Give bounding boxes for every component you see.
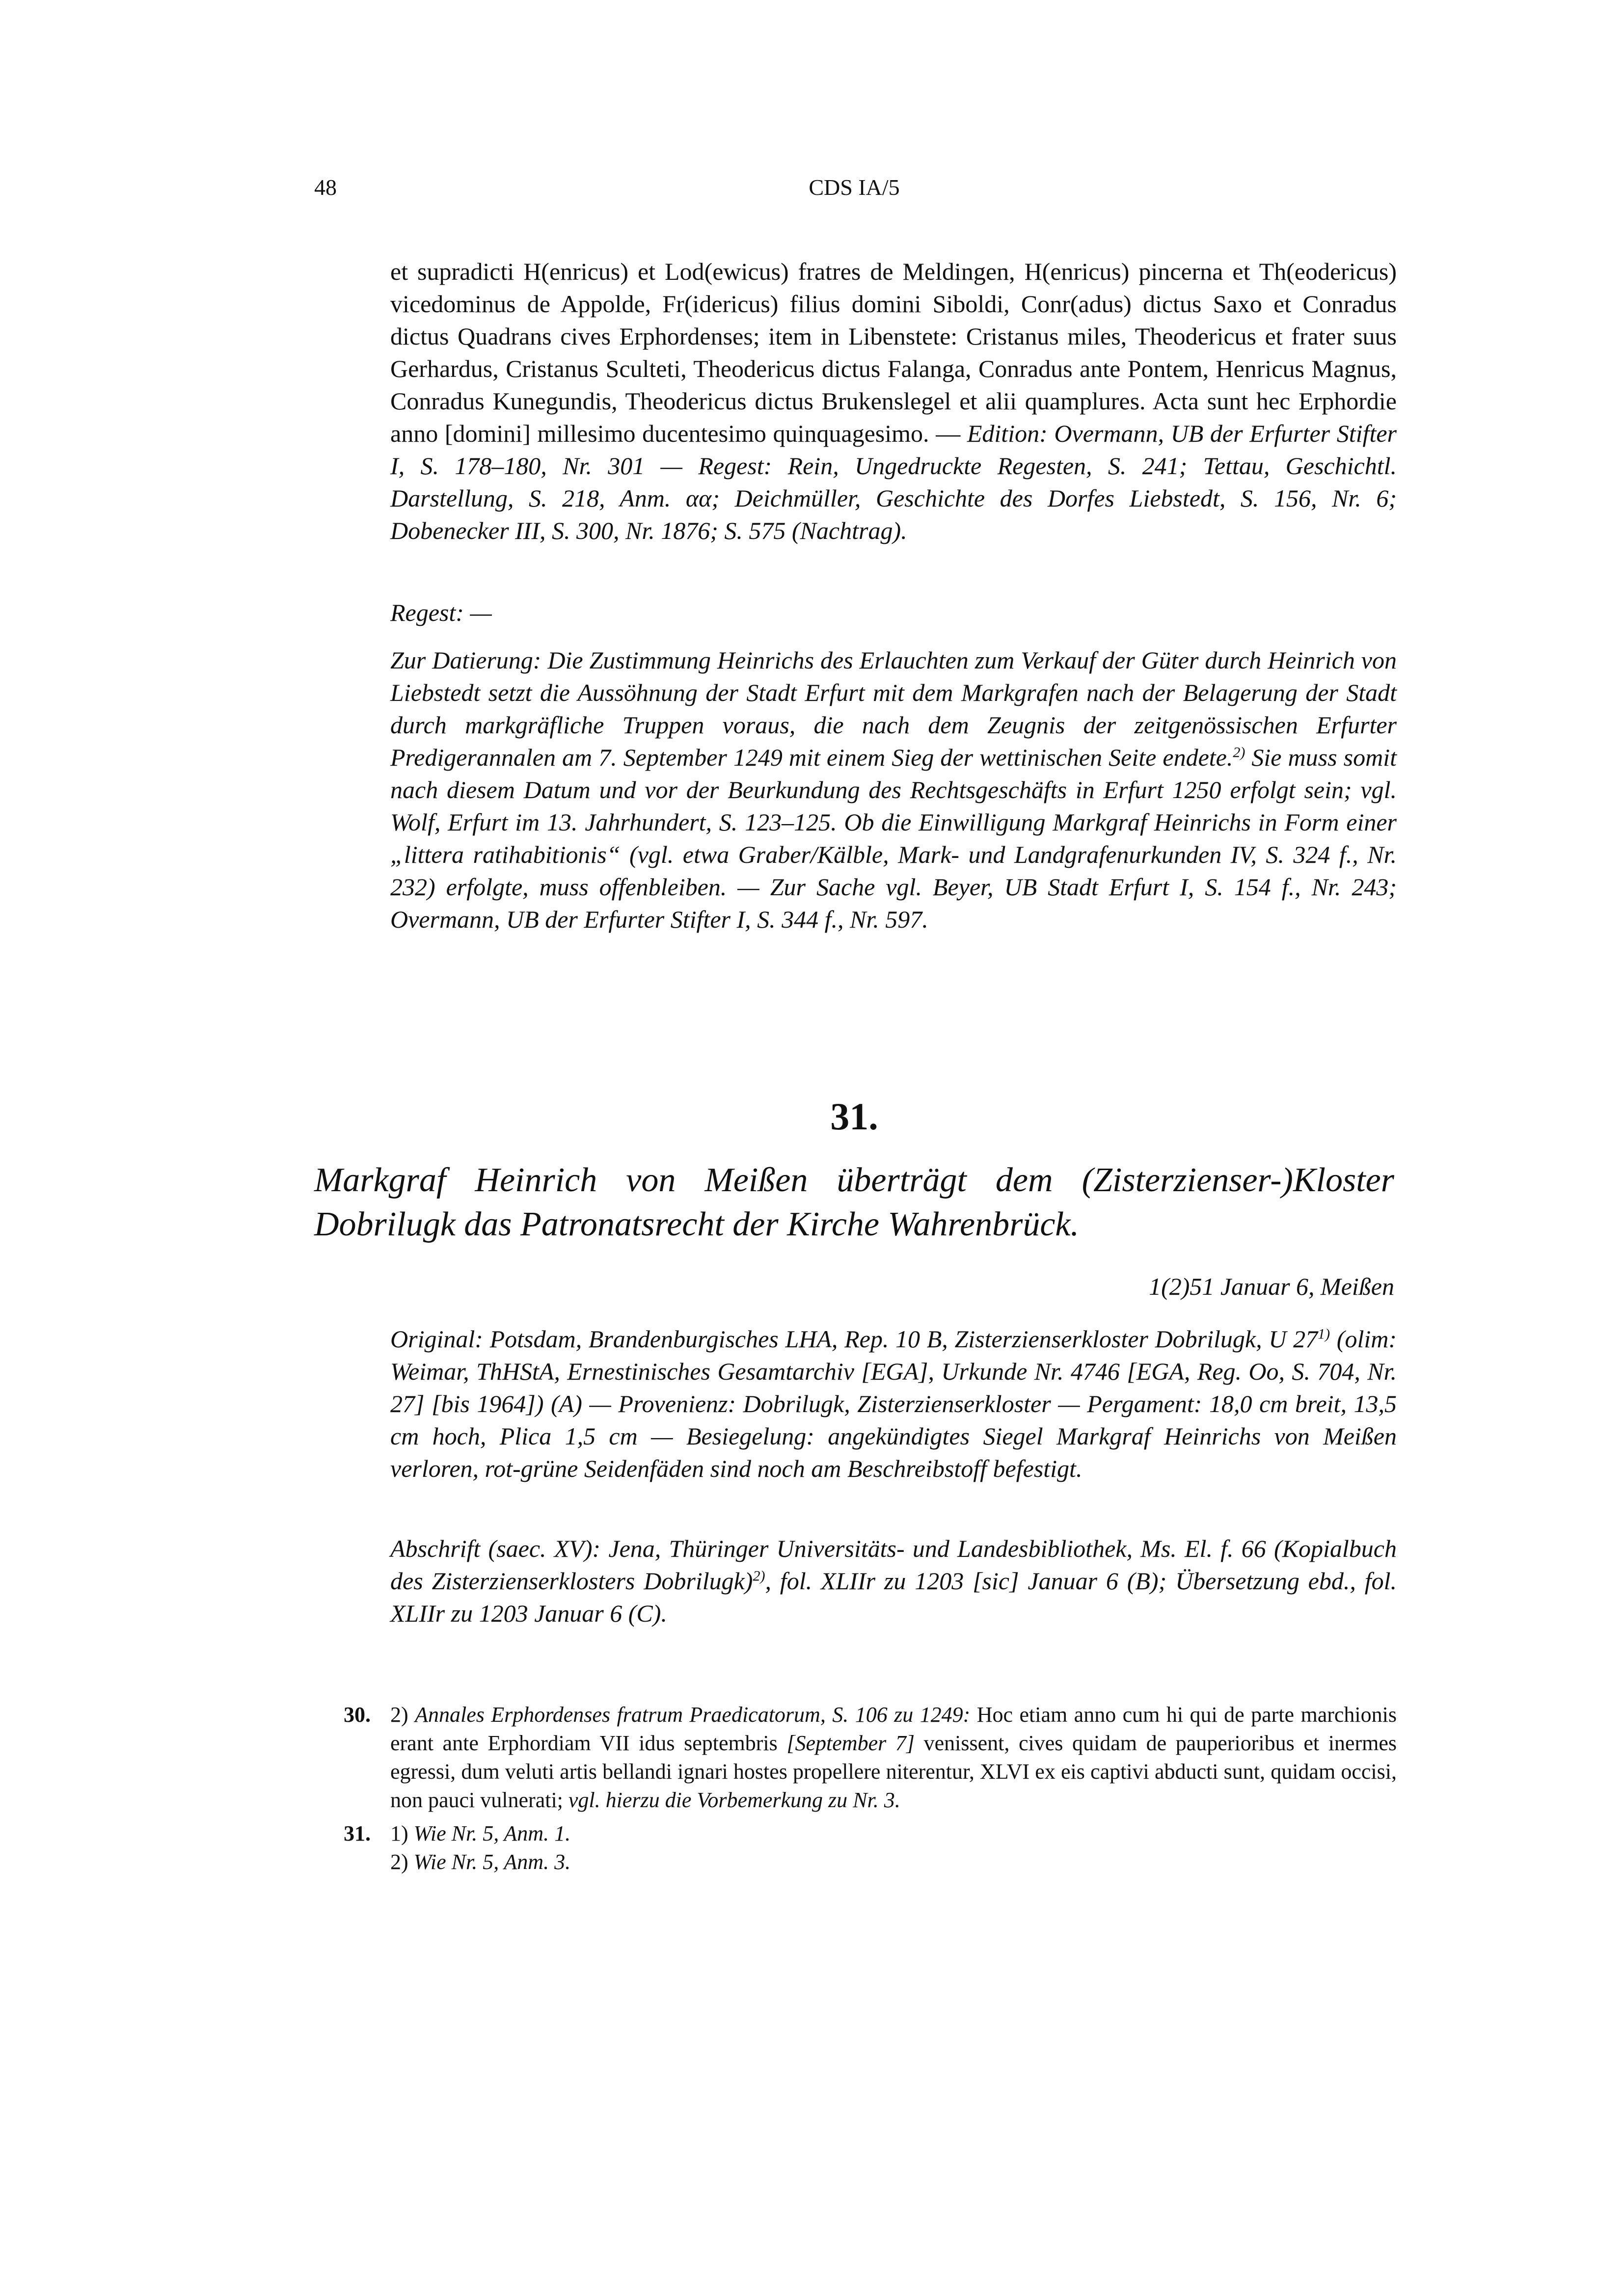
document-title: Markgraf Heinrich von Meißen überträgt dem (Zisterzienser-)Kloster Dobrilugk das Patronatsrecht der Kirche Wahrenbrück. (314, 1161, 1394, 1243)
footnote-quote-1: Hoc etiam anno cum hi qui de parte marchionis erant ante Erphordiam VII idus septembris (390, 1703, 1397, 1755)
footnote-mark: 2) (753, 1568, 765, 1584)
page-header (314, 174, 1394, 204)
copy-description (390, 1532, 1397, 1629)
document-number: 31. (830, 1095, 878, 1138)
dating-text-1: Zur Datierung: Die Zustimmung Heinrichs des Erlauchten zum Verkauf der Güter durch Heinrich von Liebstedt setzt die Aussöhnung der Stadt Erfurt mit dem Markgrafen nach der Belagerung der Stadt durch markgräfliche Truppen voraus, die nach dem Zeugnis der zeitgenössischen Erfurter Predigerannalen am 7. September 1249 mit einem Sieg der wettinischen Seite endete. (390, 646, 1397, 771)
footnote-cross-reference: Wie Nr. 5, Anm. 1. (413, 1821, 571, 1845)
original-text-2: (olim: Weimar, ThHStA, Ernestinisches Gesamtarchiv [EGA], Urkunde Nr. 4746 [EGA, Reg. Oo, S. 704, Nr. 27] [bis 1964]) (A) — Provenienz: Dobrilugk, Zisterzienserkloster — Pergament: 18,0 cm breit, 13,5 cm hoch, Plica 1,5 cm — Besiegelung: angekündigtes Siegel Markgraf Heinrichs von Meißen verloren, rot-grüne Seidenfäden sind noch am Beschreibstoff befestigt. (390, 1325, 1397, 1482)
dating-paragraph (390, 644, 1397, 935)
footnote-entry (390, 1848, 1397, 1876)
footnote-cross-reference: vgl. hierzu die Vorbemerkung zu Nr. 3. (568, 1788, 900, 1812)
document-date: 1(2)51 Januar 6, Meißen (1149, 1273, 1394, 1300)
footnote-mark: 1) (390, 1821, 414, 1845)
footnotes-section (344, 1701, 1397, 1881)
footnote-date-gloss: [September 7] (786, 1731, 915, 1755)
footnote-entry (390, 1819, 1397, 1848)
footnote-mark: 2) (1233, 744, 1245, 761)
footnote-mark: 2) (390, 1703, 415, 1727)
footnote-mark: 1) (1318, 1326, 1330, 1342)
footnote-group-number: 31. (344, 1821, 371, 1845)
footnote-group-30 (344, 1701, 1397, 1815)
original-description (390, 1323, 1397, 1485)
running-title: CDS IA/5 (809, 175, 900, 200)
footnote-entry (390, 1701, 1397, 1815)
dating-text-2: Sie muss somit nach diesem Datum und vor der Beurkundung des Rechtsgeschäfts in Erfurt 1250 erfolgt sein; vgl. Wolf, Erfurt im 13. Jahrhundert, S. 123–125. Ob die Einwilligung Markgraf Heinrichs in Form einer „littera ratihabitionis“ (vgl. etwa Graber/Kälble, Mark- und Landgrafenurkunden IV, S. 324 f., Nr. 232) erfolgte, muss offenbleiben. — Zur Sache vgl. Beyer, UB Stadt Erfurt I, S. 154 f., Nr. 243; Overmann, UB der Erfurter Stifter I, S. 344 f., Nr. 597. (390, 744, 1397, 933)
edition-references: Edition: Overmann, UB der Erfurter Stifter I, S. 178–180, Nr. 301 — Regest: Rein, Ungedruckte Regesten, S. 241; Tettau, Geschichtl. Darstellung, S. 218, Anm. αα; Deichmüller, Geschichte des Dorfes Liebstedt, S. 156, Nr. 6; Dobenecker III, S. 300, Nr. 1876; S. 575 (Nachtrag). (390, 420, 1397, 544)
footnote-mark: 2) (390, 1850, 414, 1874)
footnote-group-number: 30. (344, 1703, 371, 1727)
copy-text-1: Abschrift (saec. XV): Jena, Thüringer Universitäts- und Landesbibliothek, Ms. El. f. 66 (Kopialbuch des Zisterzienserklosters Dobrilugk) (390, 1535, 1397, 1595)
witness-list-paragraph (390, 255, 1397, 547)
page-number: 48 (314, 175, 337, 200)
footnote-quote-2: venissent, cives quidam de pauperioribus et inermes egressi, dum veluti artis bellandi ignari hostes propellere niterentur, XLVI ex eis captivi abducti sunt, quidam occisi, non pauci vulnerati; (390, 1731, 1397, 1812)
copy-text-2: , fol. XLIIr zu 1203 [sic] Januar 6 (B); Übersetzung ebd., fol. XLIIr zu 1203 Januar 6 (C). (390, 1567, 1397, 1627)
witness-list-text: et supradicti H(enricus) et Lod(ewicus) fratres de Meldingen, H(enricus) pincerna et Th(eodericus) vicedominus de Appolde, Fr(idericus) filius domini Siboldi, Conr(adus) dictus Saxo et Conradus dictus Quadrans cives Erphordenses; item in Libenstete: Cristanus miles, Theodericus et frater suus Gerhardus, Cristanus Sculteti, Theodericus dictus Falanga, Conradus ante Pontem, Henricus Magnus, Conradus Kunegundis, Theodericus dictus Brukenslegel et alii quamplures. Acta sunt hec Erphordie anno [domini] millesimo ducentesimo quinquagesimo. — (390, 258, 1397, 447)
regest-line: Regest: — (390, 599, 492, 626)
footnote-cross-reference: Wie Nr. 5, Anm. 3. (413, 1850, 571, 1874)
footnote-group-31 (344, 1819, 1397, 1876)
footnote-source: Annales Erphordenses fratrum Praedicatorum, S. 106 zu 1249: (415, 1703, 971, 1727)
original-text-1: Original: Potsdam, Brandenburgisches LHA, Rep. 10 B, Zisterzienserkloster Dobrilugk, U 27 (390, 1325, 1318, 1353)
